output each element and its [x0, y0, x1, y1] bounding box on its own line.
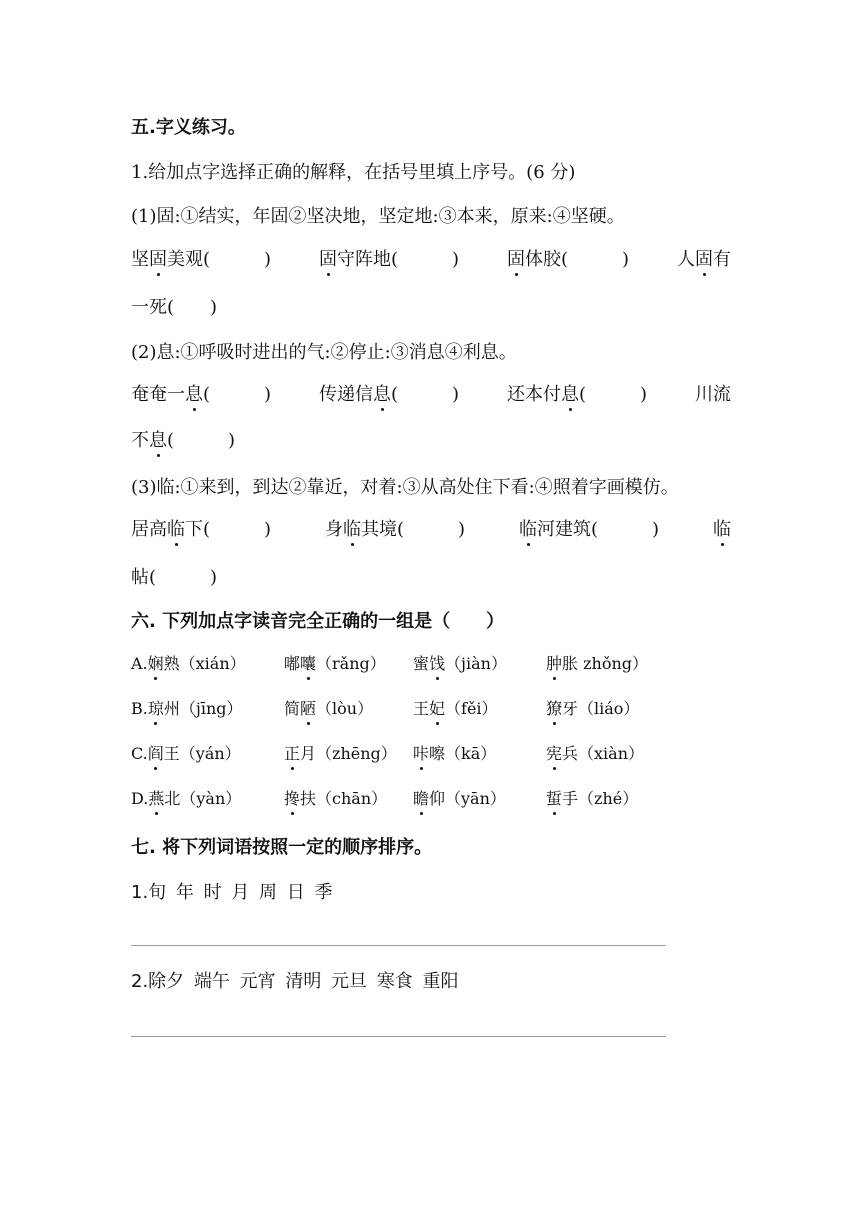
option-c-word-4: 宪兵（xiàn） — [546, 742, 644, 766]
sort-question-2: 2.除夕 端午 元宵 清明 元旦 寒食 重阳 — [131, 971, 459, 992]
items-lin — [131, 518, 731, 542]
definition-xi: (2)息:①呼吸时进出的气:②停止:③消息④利息。 — [131, 342, 517, 363]
item-gu-2: 固守阵地( ) — [319, 249, 460, 270]
item-lin-3: 临河建筑( ) — [519, 519, 660, 540]
item-lin-1: 居高临下( ) — [131, 519, 272, 540]
option-a-word-1: A.娴熟（xián） — [131, 652, 246, 676]
definition-lin: (3)临:①来到，到达②靠近，对着:③从高处住下看:④照着字画模仿。 — [131, 477, 679, 498]
option-a-word-4: 肿胀 zhǒng） — [546, 652, 648, 676]
item-lin-4-cont: 帖( ) — [131, 567, 218, 588]
option-c-word-2: 正月（zhēng） — [284, 742, 397, 766]
option-d-word-4: 蜇手（zhé） — [546, 787, 638, 811]
option-d-word-2: 搀扶（chān） — [284, 787, 387, 811]
items-gu — [131, 248, 731, 272]
answer-line-2[interactable] — [131, 1036, 666, 1037]
item-xi-4-cont: 不息( ) — [131, 430, 236, 451]
option-c-word-3: 咔嚓（kā） — [413, 742, 496, 766]
section-5-title: 五.字义练习。 — [131, 117, 246, 138]
item-xi-1: 奄奄一息( ) — [131, 384, 272, 405]
option-b-word-4: 獠牙（liáo） — [546, 697, 639, 721]
option-c-word-1: C.阎王（yán） — [131, 742, 241, 766]
item-gu-1: 坚固美观( ) — [131, 249, 272, 270]
item-xi-3: 还本付息( ) — [507, 384, 648, 405]
section-6-title: 六. 下列加点字读音完全正确的一组是（ ） — [131, 611, 505, 632]
section-7-title: 七. 将下列词语按照一定的顺序排序。 — [131, 837, 433, 858]
option-b-word-1: B.琼州（jīng） — [131, 697, 243, 721]
sort-question-1: 1.旬 年 时 月 周 日 季 — [131, 882, 333, 903]
option-a-word-3: 蜜饯（jiàn） — [413, 652, 507, 676]
item-gu-4: 人固有 — [677, 249, 731, 270]
item-xi-4: 川流 — [695, 384, 731, 405]
question-1-instruction: 1.给加点字选择正确的解释，在括号里填上序号。(6 分) — [131, 162, 576, 183]
items-xi — [131, 383, 731, 407]
option-d-word-1: D.燕北（yàn） — [131, 787, 241, 811]
option-d-word-3: 瞻仰（yān） — [413, 787, 506, 811]
definition-gu: (1)固:①结实，年固②坚决地，坚定地:③本来，原来:④坚硬。 — [131, 206, 625, 227]
option-a-word-2: 嘟囔（rǎng） — [284, 652, 386, 676]
item-gu-3: 固体胶( ) — [507, 249, 630, 270]
item-lin-2: 身临其境( ) — [325, 519, 466, 540]
item-xi-2: 传递信息( ) — [319, 384, 460, 405]
item-gu-4-cont: 一死( ) — [131, 297, 218, 318]
option-b-word-2: 简陋（lòu） — [284, 697, 373, 721]
item-lin-4: 临 — [713, 519, 731, 540]
option-b-word-3: 王妃（fěi） — [413, 697, 498, 721]
answer-line-1[interactable] — [131, 945, 666, 946]
